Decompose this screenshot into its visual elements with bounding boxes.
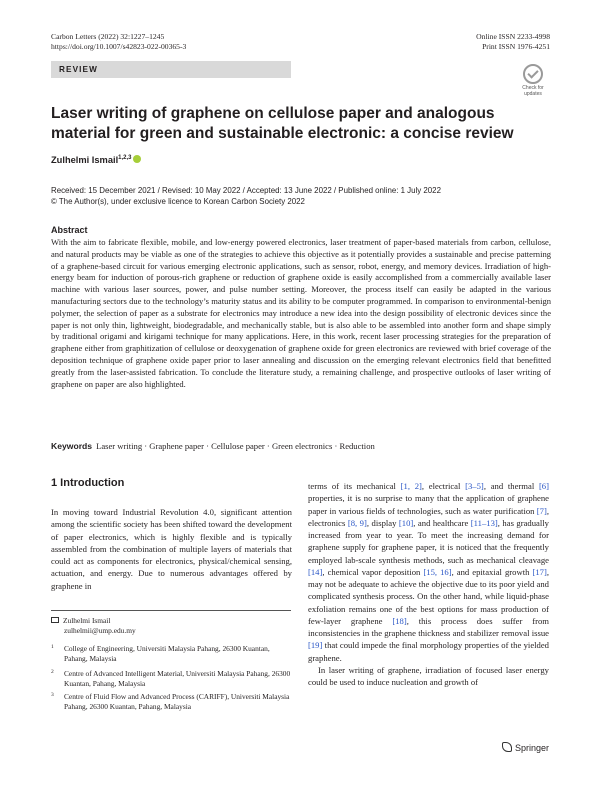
intro-paragraph-right-2: In laser writing of graphene, irradiation of focused laser energy could be used to induce nucleation and growth of bbox=[308, 664, 549, 687]
author-name[interactable]: Zulhelmi Ismail bbox=[51, 155, 119, 166]
affiliation-1-number: 1 bbox=[51, 644, 54, 650]
citation-link[interactable]: [7] bbox=[536, 505, 547, 516]
text-run: , chemical vapor deposition bbox=[322, 566, 424, 577]
dates-line: Received: 15 December 2021 / Revised: 10 May 2022 / Accepted: 13 June 2022 / Published online: 1 July 2022 bbox=[51, 186, 441, 195]
footnote-divider bbox=[51, 610, 291, 611]
issn-info bbox=[476, 32, 550, 52]
citation-link[interactable]: [8, 9] bbox=[347, 517, 367, 528]
citation-link[interactable]: [6] bbox=[538, 481, 549, 491]
abstract-heading: Abstract bbox=[51, 225, 88, 235]
text-run: , has gradually increased from year to year. To meet the increasing demand for graphene supply for graphene paper, it is noticed that the frequently employed lab-scale synthesis methods, such as mechanical cleavage bbox=[308, 517, 549, 565]
keywords-list: Laser writing · Graphene paper · Cellulose paper · Green electronics · Reduction bbox=[96, 441, 375, 451]
citation-link[interactable]: [17] bbox=[532, 566, 547, 577]
affiliation-2 bbox=[51, 669, 291, 688]
citation-link[interactable]: [3–5] bbox=[465, 481, 484, 491]
publication-dates bbox=[51, 186, 441, 208]
orcid-icon[interactable] bbox=[133, 155, 141, 163]
citation-link[interactable]: [11–13] bbox=[470, 517, 498, 528]
envelope-icon bbox=[51, 617, 59, 623]
keywords bbox=[51, 440, 375, 452]
intro-paragraph-right-1 bbox=[308, 480, 549, 664]
text-run: , electronics bbox=[308, 505, 549, 528]
citation-link[interactable]: [18] bbox=[392, 615, 407, 626]
text-run: , and thermal bbox=[483, 481, 539, 491]
affiliation-1 bbox=[51, 644, 291, 663]
article-title: Laser writing of graphene on cellulose paper and analogous material for green and sustainable electronic: a concise review bbox=[51, 105, 514, 142]
print-issn: Print ISSN 1976-4251 bbox=[482, 42, 550, 51]
text-run: , and healthcare bbox=[413, 517, 471, 528]
citation-link[interactable]: [19] bbox=[308, 640, 323, 651]
contact-email[interactable]: zulhelmii@ump.edu.my bbox=[64, 625, 136, 635]
keywords-label: Keywords bbox=[51, 441, 93, 451]
affiliation-3-number: 3 bbox=[51, 692, 54, 698]
affiliation-3 bbox=[51, 692, 291, 711]
contact-footnote bbox=[51, 616, 291, 635]
online-issn: Online ISSN 2233-4998 bbox=[476, 32, 550, 41]
publisher-footer bbox=[502, 742, 549, 753]
affiliation-1-text: College of Engineering, Universiti Malaysia Pahang, 26300 Kuantan, Pahang, Malaysia bbox=[64, 644, 270, 663]
intro-right-column bbox=[308, 480, 549, 688]
contact-name: Zulhelmi Ismail bbox=[63, 616, 111, 625]
text-run: , this process does suffer from inconsistencies in the graphene thickness and stabilizer removal issue bbox=[308, 615, 549, 638]
copyright-line: © The Author(s), under exclusive licence to Korean Carbon Society 2022 bbox=[51, 196, 305, 206]
text-run: properties, it is no surprise to many that the application of graphene paper in various fields of technologies, such as water purification bbox=[308, 493, 549, 516]
text-run: , display bbox=[366, 517, 399, 528]
doi-link[interactable]: https://doi.org/10.1007/s42823-022-00365-3 bbox=[51, 42, 187, 51]
text-run: , electrical bbox=[421, 481, 466, 491]
journal-info bbox=[51, 32, 186, 52]
citation-link[interactable]: [14] bbox=[308, 566, 323, 577]
text-run: , may not be adequate to achieve the objective due to its poor yield and complicated synthesis process. On the other hand, while liquid-phase exfoliation remains one of the best options for mass production of few-layer graphene bbox=[308, 566, 549, 626]
check-for-updates-badge[interactable] bbox=[516, 64, 550, 98]
section-heading: 1 Introduction bbox=[51, 477, 125, 489]
citation-link[interactable]: [15, 16] bbox=[423, 566, 452, 577]
badge-line1: Check for bbox=[522, 85, 544, 91]
check-updates-icon bbox=[523, 64, 543, 84]
text-run: , and epitaxial growth bbox=[451, 566, 533, 577]
author-affiliation-sup: 1,2,3 bbox=[118, 155, 132, 161]
affiliation-2-text: Centre of Advanced Intelligent Material, Universiti Malaysia Pahang, 26300 Kuantan, Pahang, Malaysia bbox=[64, 669, 291, 688]
affiliation-2-number: 2 bbox=[51, 669, 54, 675]
badge-line2: updates bbox=[524, 91, 542, 97]
author-line bbox=[51, 155, 141, 165]
citation-link[interactable]: [10] bbox=[398, 517, 414, 528]
journal-citation: Carbon Letters (2022) 32:1227–1245 bbox=[51, 32, 165, 41]
publisher-name: Springer bbox=[515, 743, 550, 753]
abstract-text: With the aim to fabricate flexible, mobile, and low-energy powered electronics, laser treatment of paper-based materials from carbon, cellulose, and natural products may be viable as one of the strategies to achieve this objective as it potentially provides a sustainable and precise patterning of a graphene-based circuit for various emerging electronic applications, such as sensor, robot, energy, and memory devices. Irradiation of high-energy beam for induction of porous-rich graphene or reduction of graphene oxide is easily accomplished from a commercially available laser machine with various laser sources, power, and pulse number setting. Moreover, the process itself can easily be adapted in the various manufacturing sectors due to the technology’s maturity status and its ability to be computer programmed. In comparison to environmental-benign polymer, the selection of paper as a substrate for electronics may introduce a new idea into the design possibility of electronic devices since the paper is not only thin, lightweight, biodegradable, and mechanically stable, but is also able to be assembled into another form and shape simply by traditional origami and kirigami technique for many applications. Here, in this work, recent laser processing strategies for the preparation of graphene either from graphitization of cellulose or deoxygenation of graphene oxide for green electronics are reviewed with brief coverage of the deposition technique of graphene oxide paper prior to laser annealing and discussion on the emerging relevant electronics field that benefitted greatly from the laser-assisted fabrication. To conclude the literature study, a remaining challenge, and prospective outlooks of laser writing of graphene on paper are also highlighted. bbox=[51, 237, 551, 389]
article-type-bar: REVIEW bbox=[51, 61, 291, 78]
citation-link[interactable]: [1, 2] bbox=[400, 481, 422, 491]
intro-left-column bbox=[51, 506, 292, 592]
intro-paragraph-left: In moving toward Industrial Revolution 4.0, significant attention among the scientific society has been shifted toward the development of paper electronics, which is highly flexible and is typically assembled from the combination of multiple layers of materials that could act as components for electronics, physical/chemical sensing, actuation, and energy. Due to numerous advantages offered by graphene in bbox=[51, 507, 292, 591]
springer-horse-icon bbox=[502, 742, 512, 752]
affiliation-3-text: Centre of Fluid Flow and Advanced Process (CARIFF), Universiti Malaysia Pahang, 26300 Kuantan, Pahang, Malaysia bbox=[64, 692, 290, 711]
text-run: that could impede the final morphology properties of the yielded graphene. bbox=[308, 640, 549, 663]
text-run: terms of its mechanical bbox=[308, 481, 401, 491]
